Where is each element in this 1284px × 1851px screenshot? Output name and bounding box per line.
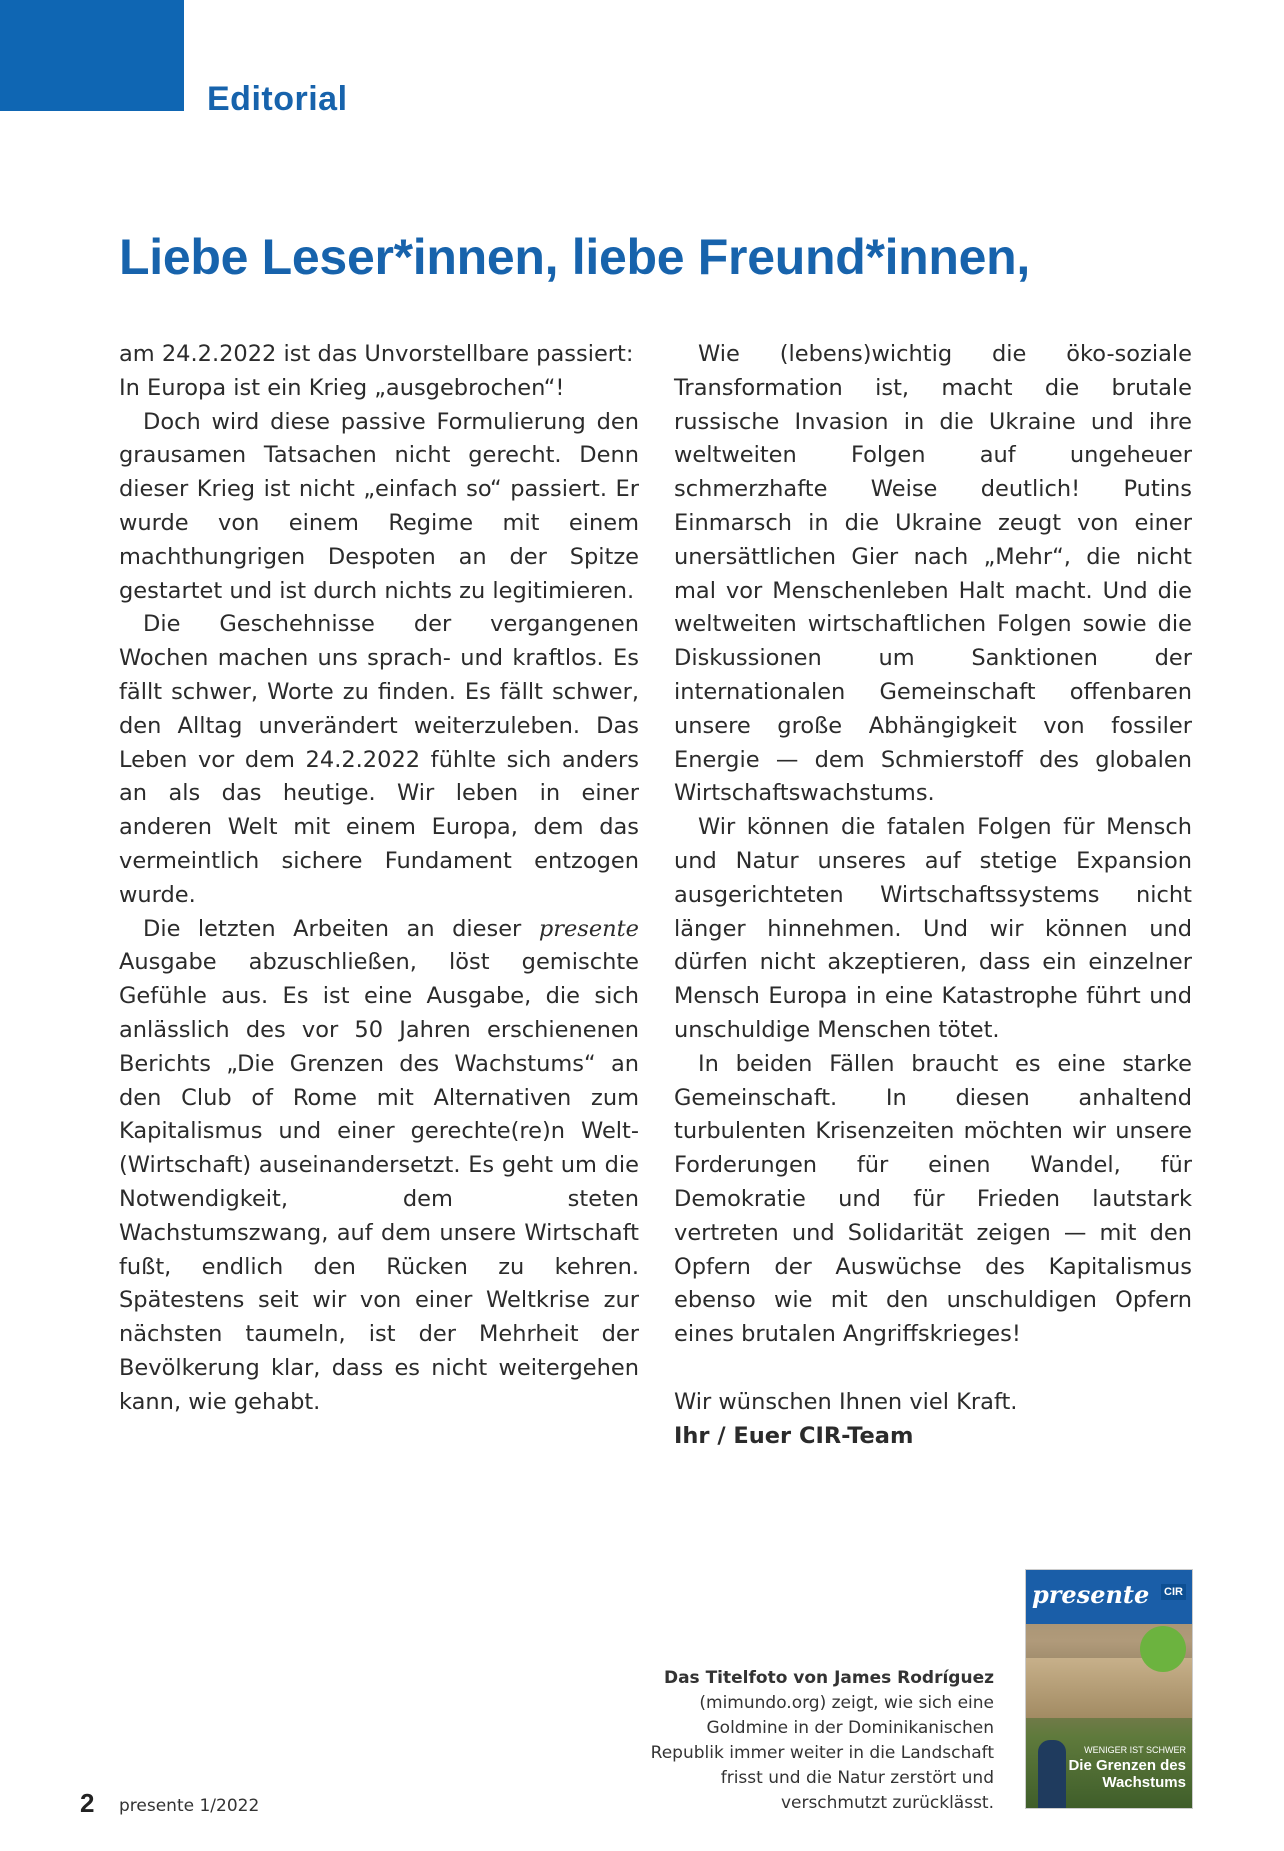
paragraph-text: Die letzten Arbeiten an dieser [143, 915, 539, 942]
cover-badge [1140, 1626, 1186, 1672]
magazine-cover-thumbnail [1026, 1570, 1192, 1808]
closing-line: Wir wünschen Ihnen viel Kraft. [674, 1388, 1018, 1415]
cover-photo-caption [640, 1666, 994, 1816]
page-number: 2 [80, 1788, 95, 1818]
paragraph: Wie (lebens)wichtig die öko-soziale Transformation ist, macht die brutale russische Invasion in die Ukraine und ihre weltweiten Folgen auf ungeheuer schmerzhafte Weise deutlich! Putins Einmarsch in die Ukraine zeugt von einer unersättlichen Gier nach „Mehr“, die nicht mal vor Menschenleben Halt macht. Und die weltweiten wirtschaftlichen Folgen sowie die Diskussionen um Sanktionen der internationalen Gemeinschaft offenbaren unsere große Abhängigkeit von fossiler Energie — dem Schmierstoff des globalen Wirtschaftswachstums. [674, 341, 1192, 807]
caption-bold: Das Titelfoto von James Rodríguez [663, 1668, 994, 1688]
cover-kicker: WENIGER IST SCHWER [1084, 1745, 1186, 1755]
right-text-column [674, 338, 1192, 1454]
issue-label: presente 1/2022 [119, 1796, 260, 1816]
paragraph [119, 913, 639, 1420]
cover-cir-logo: CIR [1161, 1584, 1186, 1600]
caption-text: (mimundo.org) zeigt, wie sich eine Goldmine in der Dominikanischen Republik immer weiter in die Landschaft frisst und die Natur zerstört und verschmutzt zurücklässt. [650, 1693, 994, 1813]
paragraph: In beiden Fällen braucht es eine starke Gemeinschaft. In diesen anhaltend turbulenten Krisenzeiten möchten wir unsere Forderungen für einen Wandel, für Demokratie und für Frieden lautstark vertreten und Solidarität zeigen — mit den Opfern der Auswüchse des Kapitalismus ebenso wie mit den unschuldigen Opfern eines brutalen Angriffskrieges! [674, 1050, 1192, 1348]
cover-title: Die Grenzen des Wachstums [1068, 1757, 1186, 1791]
paragraph: Die Geschehnisse der vergangenen Wochen machen uns sprach- und kraftlos. Es fällt schwer, Worte zu finden. Es fällt schwer, den Alltag unverändert weiterzuleben. Das Leben vor dem 24.2.2022 fühlte sich anders an als das heutige. Wir leben in einer anderen Welt mit einem Europa, dem das vermeintlich sichere Fundament entzogen wurde. [119, 611, 639, 908]
paragraph-text: Ausgabe abzuschließen, löst gemischte Gefühle aus. Es ist eine Ausgabe, die sich anlässlich des vor 50 Jahren erschienenen Berichts „Die Grenzen des Wachstums“ an den Club of Rome mit Alternativen zum Kapitalismus und einer gerechte(re)n Welt-(Wirtschaft) auseinandersetzt. Es geht um die Notwendigkeit, dem steten Wachstumszwang, auf dem unsere Wirtschaft fußt, endlich den Rücken zu kehren. Spätestens seit wir von einer Weltkrise zur nächsten taumeln, ist der Mehrheit der Bevölkerung klar, dass es nicht weitergehen kann, wie gehabt. [119, 949, 639, 1415]
signature: Ihr / Euer CIR-Team [674, 1422, 914, 1449]
cover-logo: presente [1032, 1580, 1150, 1609]
page-headline: Liebe Leser*innen, liebe Freund*innen, [119, 229, 1031, 285]
section-label: Editorial [207, 80, 348, 118]
paragraph: Doch wird diese passive Formulierung den grausamen Tatsachen nicht gerecht. Denn dieser Krieg ist nicht „einfach so“ passiert. Er wurde von einem Regime mit einem machthungrigen Despoten an der Spitze gestartet und ist durch nichts zu legitimieren. [119, 408, 639, 604]
left-text-column [119, 338, 639, 1420]
magazine-name: presente [538, 915, 639, 942]
section-color-block [0, 0, 184, 111]
paragraph: Wir können die fatalen Folgen für Mensch und Natur unseres auf stetige Expansion ausgerichteten Wirtschaftssystems nicht länger hinnehmen. Und wir können und dürfen nicht akzeptieren, dass ein einzelner Mensch Europa in eine Katastrophe führt und unschuldige Menschen tötet. [674, 814, 1192, 1043]
paragraph: am 24.2.2022 ist das Unvorstellbare passiert: In Europa ist ein Krieg „ausgebrochen“! [119, 341, 634, 401]
spacer [674, 1352, 1192, 1386]
